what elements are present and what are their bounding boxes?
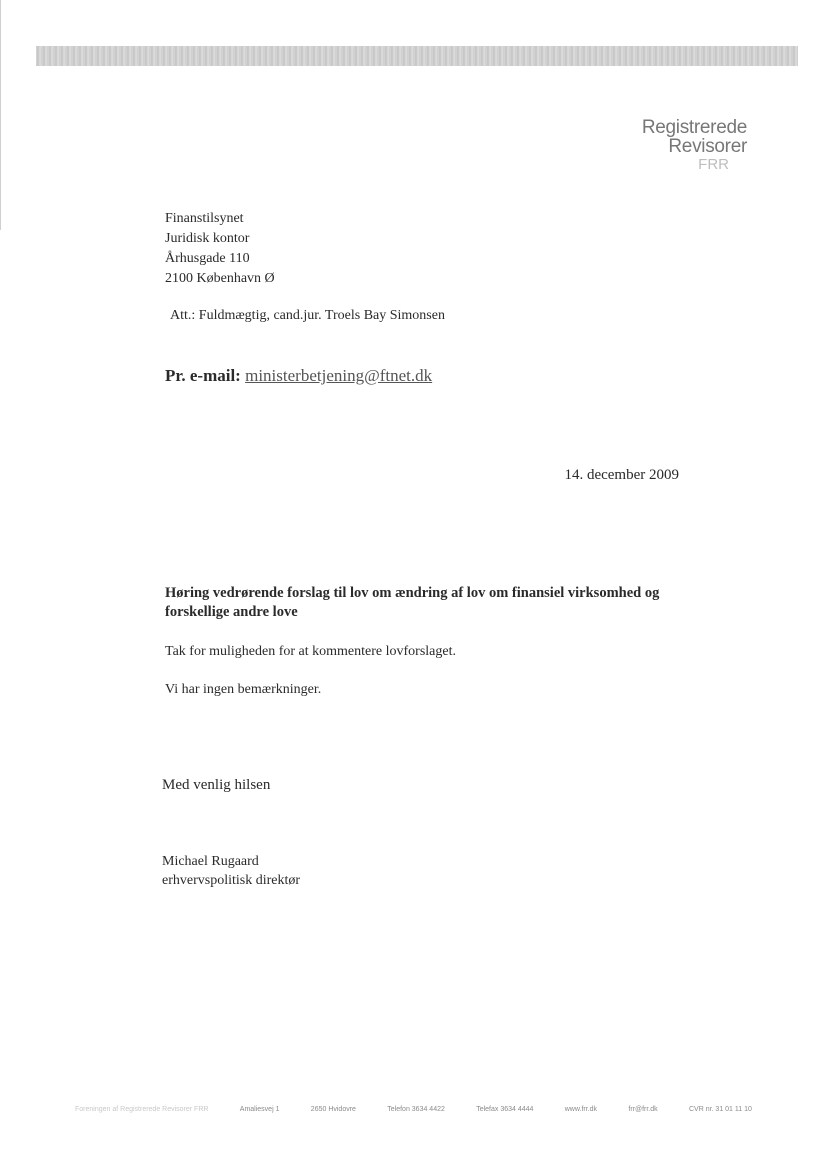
letter-date: 14. december 2009: [564, 467, 679, 483]
body-paragraph: Vi har ingen bemærkninger.: [165, 682, 322, 697]
closing-salutation: Med venlig hilsen: [162, 777, 271, 793]
scan-header-bar: [36, 46, 798, 66]
footer-street: Amaliesvej 1: [239, 1106, 280, 1113]
recipient-line: Århusgade 110: [165, 251, 250, 266]
recipient-line: Finanstilsynet: [165, 211, 244, 226]
email-label: Pr. e-mail:: [165, 366, 241, 385]
logo-line-revisorer: Revisorer: [668, 136, 747, 157]
body-paragraph: Tak for muligheden for at kommentere lovforslaget.: [165, 644, 456, 659]
recipient-line: 2100 København Ø: [165, 271, 275, 286]
footer-cvr: CVR nr. 31 01 11 10: [688, 1106, 752, 1113]
attention-line: Att.: Fuldmægtig, cand.jur. Troels Bay Simonsen: [170, 308, 445, 323]
email-line: [165, 366, 432, 386]
footer-email: frr@frr.dk: [628, 1106, 658, 1113]
signer-title: erhvervspolitisk direktør: [162, 873, 301, 888]
footer-city: 2650 Hvidovre: [310, 1106, 356, 1113]
footer-website: www.frr.dk: [564, 1106, 598, 1113]
footer-phone: Telefon 3634 4422: [387, 1106, 445, 1113]
logo-line-registrerede: Registrerede: [641, 117, 747, 138]
signer-name: Michael Rugaard: [162, 854, 259, 869]
recipient-line: Juridisk kontor: [165, 231, 250, 246]
scan-left-edge: [0, 0, 1, 230]
letter-subject: Høring vedrørende forslag til lov om ændring af lov om finansiel virksomhed og forskellige andre love: [165, 585, 660, 620]
email-link[interactable]: ministerbetjening@ftnet.dk: [245, 366, 433, 385]
footer-fax: Telefax 3634 4444: [476, 1106, 534, 1113]
letter-footer: [75, 1106, 752, 1113]
signature-block: [162, 852, 300, 890]
frr-logo: [642, 118, 747, 174]
logo-abbreviation: FRR: [698, 156, 729, 173]
recipient-address: [165, 209, 275, 289]
footer-organization: Foreningen af Registrerede Revisorer FRR: [75, 1106, 209, 1113]
